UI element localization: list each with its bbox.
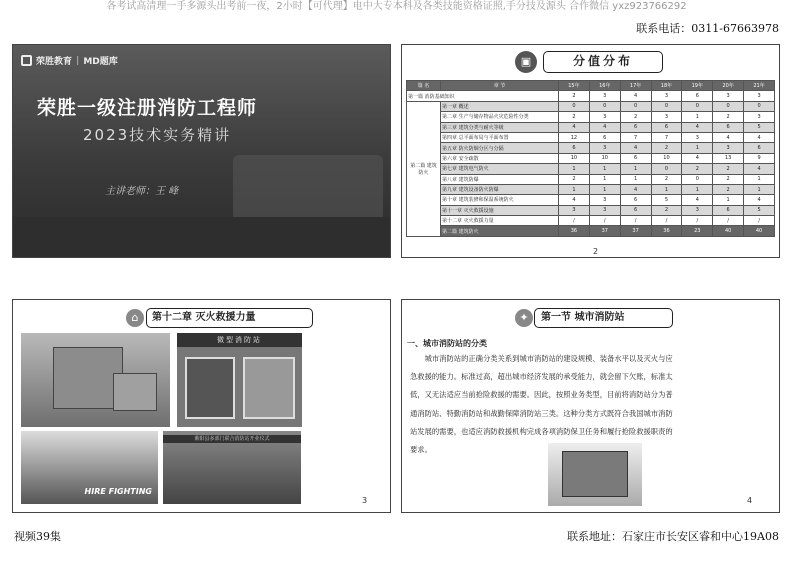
table-cell: 0 [744,101,775,111]
table-header-cell: 章 节 [441,81,559,91]
ceremony-banner: 紫阳县多部门联合消防站开业仪式 [163,435,301,443]
table-cell: 1 [589,174,620,184]
table-cell: / [651,216,682,226]
table-cell: 4 [682,153,713,163]
table-cell: 3 [589,112,620,122]
table-cell: 40 [744,226,775,236]
table-cell: 4 [713,132,744,142]
table-cell: 2 [559,112,590,122]
table-cell: 0 [589,101,620,111]
table-cell: 第一篇 消防基础知识 [407,91,559,101]
page-number: 4 [747,496,753,505]
table-cell: 4 [589,122,620,132]
table-header-cell: 19年 [682,81,713,91]
table-cell: 0 [559,101,590,111]
table-row [407,143,775,153]
course-title: 荣胜一级注册消防工程师 [37,97,258,119]
table-row [407,195,775,205]
table-cell: 23 [682,226,713,236]
table-row [407,91,775,101]
table-cell: 3 [682,132,713,142]
table-cell: 40 [713,226,744,236]
table-cell: 第二篇 建筑防火 [407,101,441,236]
logo-icon [21,55,32,66]
table-cell: 第五章 防火防烟分区与分隔 [441,143,559,153]
table-cell: 6 [620,153,651,163]
section-heading: 一、城市消防站的分类 [407,339,487,348]
score-table [406,80,775,237]
table-row [407,184,775,194]
table-row [407,164,775,174]
page-number: 2 [593,247,599,256]
table-cell: 第十二章 灭火救援力量 [441,216,559,226]
table-row [407,153,775,163]
table-cell: 3 [559,205,590,215]
table-cell: 37 [589,226,620,236]
brand-logo [21,54,118,67]
table-cell: 12 [559,132,590,142]
table-cell: 3 [713,91,744,101]
contact-address: 联系地址：石家庄市长安区睿和中心19A08 [567,530,779,543]
lightbulb-icon: ✦ [515,309,533,327]
team-photo-caption: HIRE FIGHTING [84,487,152,496]
slide-2-heading: 分值分布 [543,51,663,73]
table-cell: 1 [589,184,620,194]
table-cell: 3 [682,205,713,215]
table-cell: 37 [620,226,651,236]
table-cell: / [559,216,590,226]
slide-2-score-distribution [401,44,780,258]
table-row [407,122,775,132]
building-shape [562,451,628,497]
table-cell: 3 [651,91,682,101]
table-cell: 3 [651,112,682,122]
table-cell: 4 [682,122,713,132]
table-cell: 0 [682,101,713,111]
garage-door-left [185,357,235,419]
table-cell: 2 [559,174,590,184]
table-cell: 1 [651,184,682,194]
table-cell: 4 [744,195,775,205]
table-cell: 1 [744,184,775,194]
ceremony-photo [163,431,301,504]
table-cell: 第六章 安全疏散 [441,153,559,163]
table-row [407,112,775,122]
table-cell: 1 [620,164,651,174]
table-cell: 4 [559,195,590,205]
table-header-cell: 17年 [620,81,651,91]
building-wing-shape [113,373,157,411]
table-cell: 3 [713,143,744,153]
logo-separator: | [76,55,80,66]
table-cell: 第二篇 建筑防火 [441,226,559,236]
table-cell: 2 [651,205,682,215]
table-header-cell: 20年 [713,81,744,91]
table-cell: 6 [559,143,590,153]
table-cell: / [744,216,775,226]
table-cell: 10 [559,153,590,163]
table-cell: 2 [713,112,744,122]
table-cell: 36 [651,226,682,236]
table-cell: 6 [713,122,744,132]
table-cell: 第八章 建筑防爆 [441,174,559,184]
table-cell: 0 [651,101,682,111]
table-cell: 10 [651,153,682,163]
garage-door-right [243,357,295,419]
table-cell: / [713,216,744,226]
table-cell: 1 [713,195,744,205]
slide-3-rescue-forces [12,299,391,513]
table-header-row [407,81,775,91]
projector-icon: ▣ [515,51,537,73]
firefighter-team-photo [21,431,158,504]
slide-1-title [12,44,391,258]
table-cell: 第九章 建筑设备防火防爆 [441,184,559,194]
fire-station-building-photo [21,333,170,427]
table-cell: 3 [744,91,775,101]
table-cell: 2 [713,164,744,174]
table-cell: 2 [651,143,682,153]
table-cell: 1 [589,164,620,174]
top-banner: 各考试高清理一手多源头出考前一夜，2小时【可代理】电中大专本科及各类技能资格证照,手分技及源头 合作微信 yxz923766292 [106,1,687,12]
table-cell: 1 [682,112,713,122]
table-cell: 3 [589,143,620,153]
table-cell: 4 [620,143,651,153]
table-cell: 1 [620,174,651,184]
table-cell: / [682,216,713,226]
table-cell: 2 [559,91,590,101]
episode-count: 视频39集 [14,530,61,543]
page-number: 3 [362,496,368,505]
table-cell: 6 [620,122,651,132]
table-cell: 4 [620,91,651,101]
table-body [407,91,775,236]
table-cell: 6 [682,91,713,101]
table-row [407,132,775,142]
table-cell: 13 [713,153,744,163]
table-cell: 0 [620,101,651,111]
table-header-cell: 15年 [559,81,590,91]
teacher-name: 主讲老师：王 峰 [105,186,179,197]
table-cell: 第七章 建筑电气防火 [441,164,559,174]
table-cell: / [589,216,620,226]
table-cell: 6 [589,132,620,142]
table-cell: 4 [559,122,590,132]
home-icon: ⌂ [126,309,144,327]
contact-phone: 联系电话：0311-67663978 [636,22,779,35]
table-header-cell: 篇 名 [407,81,441,91]
table-cell: 3 [744,112,775,122]
table-cell: 1 [559,184,590,194]
table-cell: 2 [713,184,744,194]
table-row [407,216,775,226]
table-cell: / [620,216,651,226]
table-cell: 3 [589,205,620,215]
table-cell: 2 [651,174,682,184]
micro-fire-station-photo [177,333,302,427]
table-cell: 9 [744,153,775,163]
table-header-cell: 18年 [651,81,682,91]
logo-sub-text: MD题库 [83,57,118,67]
table-row [407,205,775,215]
body-paragraph: 城市消防站的正确分类关系到城市消防站的建设规模、装备水平以及灭火与应急救援的能力。标准过高，超出城市经济发展的承受能力，就会留下欠账，标准太低，又无法适应当前抢险救援的需要。因此，按照业务类型，目前将消防站分为普通消防站、特勤消防站和战勤保障消防站三类。这种分类方式既符合我国城市消防站发展的需要，也适应消防救援机构完成各项消防保卫任务和履行抢险救援职责的要求。 [410,354,673,455]
table-cell: 第二章 生产与储存物品火灾危险性分类 [441,112,559,122]
table-cell: 6 [620,205,651,215]
table-cell: 1 [559,164,590,174]
table-cell: 3 [589,195,620,205]
table-cell: 5 [651,195,682,205]
table-cell: 3 [589,91,620,101]
table-cell: 4 [744,164,775,174]
table-header-cell: 16年 [589,81,620,91]
table-row [407,226,775,236]
table-cell: 4 [744,132,775,142]
table-cell: 2 [713,174,744,184]
ground-image [13,217,390,257]
table-header-cell: 21年 [744,81,775,91]
fire-truck-image [233,155,383,225]
table-cell: 6 [744,143,775,153]
table-cell: 5 [744,205,775,215]
table-cell: 2 [620,112,651,122]
table-cell: 0 [713,101,744,111]
slide-4-city-fire-station [401,299,780,513]
table-cell: 36 [559,226,590,236]
table-cell: 7 [651,132,682,142]
table-cell: 6 [651,122,682,132]
table-cell: 2 [682,164,713,174]
table-cell: 1 [744,174,775,184]
table-row [407,101,775,111]
course-subtitle: 2023技术实务精讲 [83,126,232,144]
table-cell: 0 [682,174,713,184]
logo-brand-text: 荣胜教育 [36,57,73,67]
table-cell: 7 [620,132,651,142]
table-cell: 第十章 建筑装修和保温系统防火 [441,195,559,205]
table-row [407,174,775,184]
station-sign: 微型消防站 [177,333,302,347]
table-cell: 6 [713,205,744,215]
table-cell: 6 [620,195,651,205]
table-cell: 1 [682,184,713,194]
slide-3-heading: 第十二章 灭火救援力量 [146,308,313,328]
table-cell: 4 [620,184,651,194]
table-cell: 5 [744,122,775,132]
table-cell: 第三章 建筑分类与耐火等级 [441,122,559,132]
table-cell: 0 [651,164,682,174]
table-cell: 第一章 概述 [441,101,559,111]
table-cell: 4 [682,195,713,205]
table-cell: 第四章 总平面布局与平面布置 [441,132,559,142]
fire-station-render-photo [548,443,642,506]
table-cell: 第十一章 灭火救援设施 [441,205,559,215]
table-cell: 10 [589,153,620,163]
slide-4-heading: 第一节 城市消防站 [534,308,673,328]
table-cell: 1 [682,143,713,153]
